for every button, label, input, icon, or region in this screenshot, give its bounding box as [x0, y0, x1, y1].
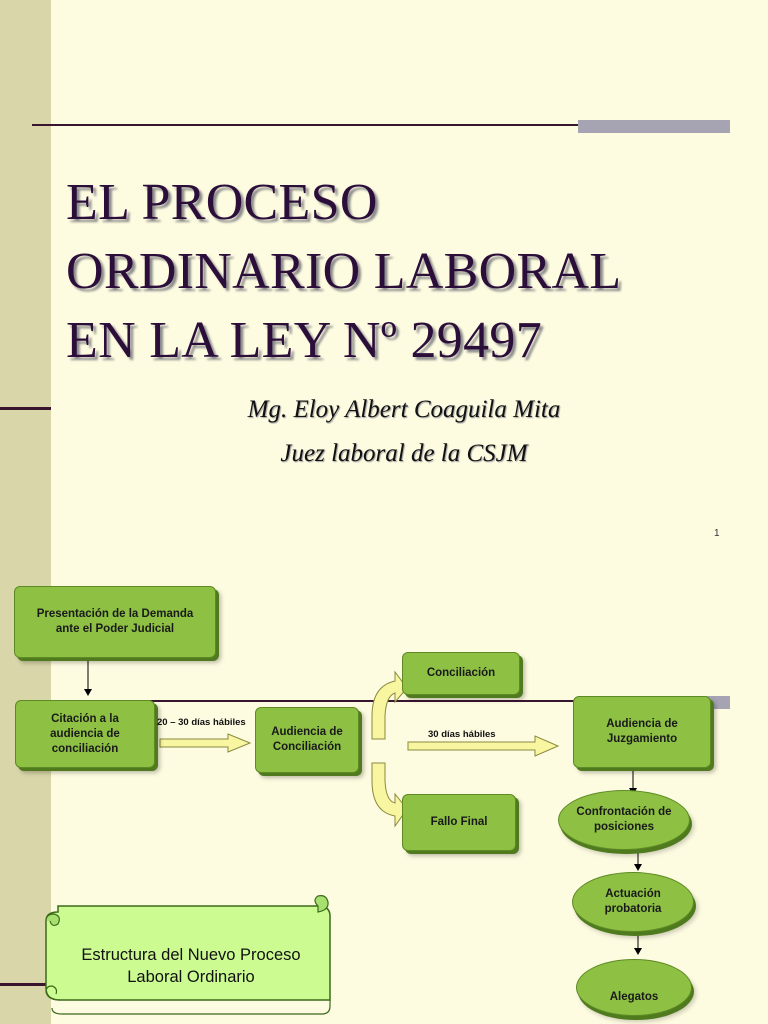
box-audiencia-juzgamiento [573, 696, 711, 768]
label-plazo-2: 30 días hábiles [428, 729, 496, 740]
title-line-1: EL PROCESO [66, 174, 378, 231]
oval-confrontacion-label: Confrontación de posiciones [576, 806, 672, 833]
box-presentacion-demanda [14, 586, 216, 658]
box-conciliacion-label: Conciliación [426, 667, 496, 679]
arrowhead-2 [634, 864, 642, 871]
slide-sidebar [0, 0, 51, 576]
scroll-banner-title: Estructura del Nuevo Proceso Laboral Ordinario [81, 946, 301, 986]
page-number: 1 [714, 528, 720, 539]
title-line-3: EN LA LEY Nº 29497 [66, 312, 542, 369]
title-line-2: ORDINARIO LABORAL [66, 243, 622, 300]
box-fallo-final-label: Fallo Final [430, 816, 488, 828]
yellow-arrow-1 [160, 734, 250, 752]
top-divider-line [32, 124, 578, 126]
box-presentacion-demanda-label: Presentación de la Demanda ante el Poder Judicial [36, 608, 194, 635]
top-accent-bar [578, 120, 730, 133]
label-plazo-1: 20 – 30 días hábiles [157, 717, 246, 728]
arrowhead-demanda-citacion [84, 689, 92, 696]
oval-actuacion-label: Actuación probatoria [604, 888, 662, 915]
oval-confrontacion [558, 790, 690, 850]
oval-alegatos [576, 959, 692, 1016]
box-citacion-label: Citación a la audiencia de conciliación [50, 712, 120, 755]
author-name: Mg. Eloy Albert Coaguila Mita [247, 396, 561, 423]
box-citacion [15, 700, 155, 768]
diagram-slide [0, 576, 768, 1024]
box-fallo-final [402, 794, 516, 851]
slide-title [66, 168, 621, 375]
author-role: Juez laboral de la CSJM [280, 440, 528, 467]
box-audiencia-juzgamiento-label: Audiencia de Juzgamiento [606, 718, 678, 745]
box-audiencia-conciliacion-label: Audiencia de Conciliación [271, 726, 343, 753]
box-audiencia-conciliacion [255, 707, 359, 773]
arrowhead-3 [634, 948, 642, 955]
oval-actuacion [572, 872, 694, 932]
box-conciliacion [402, 652, 520, 695]
oval-alegatos-label: Alegatos [609, 991, 659, 1003]
